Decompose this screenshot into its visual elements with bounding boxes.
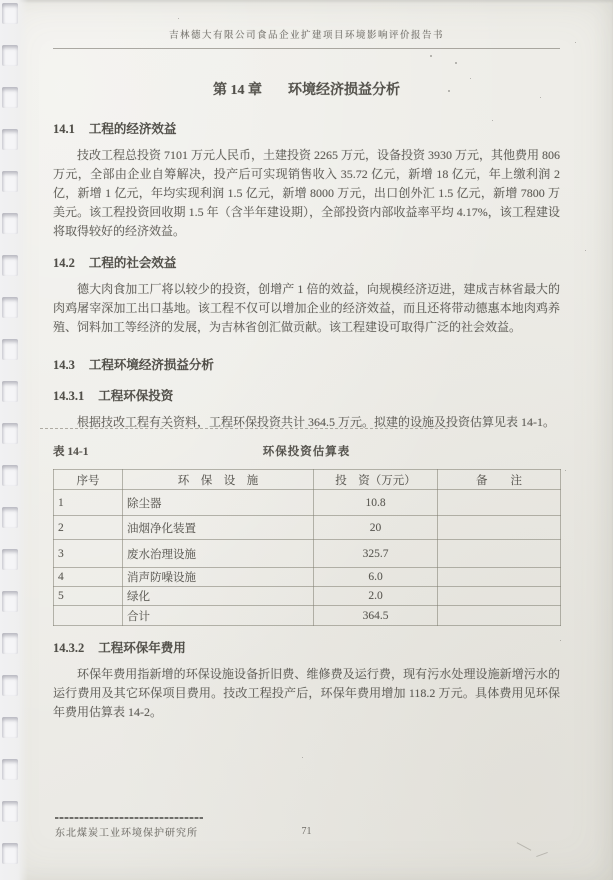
binding-hole	[2, 675, 18, 696]
binding-hole	[2, 297, 18, 318]
cell-investment: 325.7	[314, 540, 438, 568]
cell-note	[438, 540, 561, 568]
cell-note	[438, 606, 561, 626]
section-number: 14.2	[53, 256, 75, 270]
cell-no: 2	[54, 516, 123, 540]
section-title: 工程的社会效益	[88, 256, 177, 270]
running-header: 吉林德大有限公司食品企业扩建项目环境影响评价报告书	[53, 30, 560, 49]
cell-total-label: 合计	[123, 606, 314, 626]
table-row	[54, 516, 561, 540]
scan-speck	[585, 250, 586, 251]
scan-speck	[455, 62, 457, 64]
cell-note	[438, 490, 561, 516]
section-number: 14.3.1	[53, 389, 85, 403]
section-title: 工程环境经济损益分析	[88, 358, 214, 372]
binding-hole	[2, 45, 18, 66]
section-14-3-2-paragraph: 环保年费用指新增的环保设施设备折旧费、维修费及运行费，现有污水处理设施新增污水的运行费用及其它环保项目费用。技改工程投产后，环保年费用增加 118.2 万元。具体费用见环保年费用估算表 14-2。	[53, 667, 560, 719]
cell-no: 1	[54, 490, 123, 516]
binding-hole	[2, 381, 18, 402]
scan-crease-line	[40, 428, 448, 429]
chapter-number: 第 14 章	[213, 83, 262, 98]
chapter-title	[53, 81, 560, 101]
cell-investment: 2.0	[314, 587, 438, 606]
binding-hole	[2, 129, 18, 150]
binding-hole	[2, 3, 18, 24]
binding-hole	[2, 423, 18, 444]
cell-no	[54, 606, 123, 626]
binding-hole	[2, 171, 18, 192]
cell-note	[438, 568, 561, 587]
section-number: 14.3	[53, 358, 75, 372]
binding-hole	[2, 213, 18, 234]
header-note: 备 注	[438, 470, 561, 490]
cell-investment: 10.8	[314, 490, 438, 516]
scan-speck	[448, 90, 450, 92]
footer-rule	[55, 817, 203, 819]
pencil-scratch	[517, 842, 532, 850]
section-number: 14.3.2	[53, 641, 85, 655]
section-heading-14-2	[53, 255, 560, 272]
section-title: 工程的经济效益	[88, 122, 177, 136]
chapter-name: 环境经济损益分析	[288, 83, 400, 98]
section-14-3-1-paragraph	[53, 413, 560, 432]
binding-hole	[2, 843, 18, 864]
scan-speck	[302, 757, 303, 758]
cell-no: 4	[54, 568, 123, 587]
table-header-row	[54, 470, 561, 490]
investment-estimate-table	[53, 469, 561, 626]
section-heading-14-3-2	[53, 640, 560, 657]
cell-note	[438, 587, 561, 606]
cell-facility: 废水治理设施	[123, 540, 314, 568]
table-row	[54, 540, 561, 568]
binding-hole	[2, 591, 18, 612]
table-caption	[53, 444, 560, 460]
scan-speck	[470, 78, 471, 79]
paragraph-text: 根据技改工程有关资料，工程环保投资共计 364.5 万元。拟建的设施及投资估算见表 14-1。	[77, 415, 555, 429]
cell-investment: 6.0	[314, 568, 438, 587]
scan-speck	[575, 42, 576, 43]
section-heading-14-1	[53, 121, 560, 138]
binding-hole	[2, 465, 18, 486]
binding-hole	[2, 633, 18, 654]
table-caption-title: 环保投资估算表	[262, 446, 351, 458]
header-facility: 环 保 设 施	[123, 470, 314, 490]
scan-speck	[560, 640, 561, 641]
cell-facility: 油烟净化装置	[123, 516, 314, 540]
binding-hole	[2, 549, 18, 570]
section-title: 工程环保年费用	[98, 641, 186, 655]
page-content	[53, 0, 560, 722]
binding-hole	[2, 87, 18, 108]
section-14-2-paragraph: 德大肉食加工厂将以较少的投资，创增产 1 倍的效益，向规模经济迈进，建成吉林省最大的肉鸡屠宰深加工出口基地。该工程不仅可以增加企业的经济效益，而且还将带动德惠本地肉鸡养殖、饲料加工等经济的发展，为吉林省创汇做贡献。该工程建设可取得广泛的社会效益。	[53, 282, 560, 334]
footer-institute: 东北煤炭工业环境保护研究所	[55, 828, 198, 839]
pencil-scratch	[536, 852, 548, 857]
section-heading-14-3	[53, 357, 560, 374]
cell-facility: 绿化	[123, 587, 314, 606]
table-total-row	[54, 606, 561, 626]
cell-no: 3	[54, 540, 123, 568]
binding-holes-strip	[0, 0, 28, 880]
section-heading-14-3-1	[53, 388, 560, 405]
binding-hole	[2, 717, 18, 738]
table-caption-label: 表 14-1	[53, 446, 89, 458]
scan-speck	[492, 120, 493, 121]
cell-note	[438, 516, 561, 540]
cell-no: 5	[54, 587, 123, 606]
scan-speck	[565, 470, 566, 471]
header-investment: 投 资（万元）	[314, 470, 438, 490]
section-14-1-paragraph: 技改工程总投资 7101 万元人民币，土建投资 2265 万元，设备投资 3930 万元，其他费用 806 万元，全部由企业自筹解决，投产后可实现销售收入 35.72 亿元，新增 18 亿元，年上缴利润 2 亿，新增 1 亿元，年均实现利润 1.5 亿元，新增 8000 万元，出口创外汇 1.5 亿元，新增 7800 万美元。该工程投资回收期 1.5 年（含半年建设期），全部投资内部收益率平均 4.17%，该工程建设将取得较好的经济效益。	[53, 148, 561, 238]
table-row	[54, 490, 561, 516]
scan-speck	[540, 97, 541, 98]
section-title: 工程环保投资	[98, 389, 174, 403]
section-number: 14.1	[53, 122, 75, 136]
scan-speck	[430, 55, 432, 57]
cell-investment: 20	[314, 516, 438, 540]
cell-facility: 除尘器	[123, 490, 314, 516]
binding-hole	[2, 801, 18, 822]
header-no: 序号	[54, 470, 123, 490]
binding-hole	[2, 507, 18, 528]
table-row	[54, 568, 561, 587]
binding-hole	[2, 255, 18, 276]
footer-page-number: 71	[301, 826, 312, 837]
scan-speck	[178, 18, 179, 19]
table-row	[54, 587, 561, 606]
binding-hole	[2, 759, 18, 780]
cell-total-investment: 364.5	[314, 606, 438, 626]
cell-facility: 消声防噪设施	[123, 568, 314, 587]
binding-hole	[2, 339, 18, 360]
